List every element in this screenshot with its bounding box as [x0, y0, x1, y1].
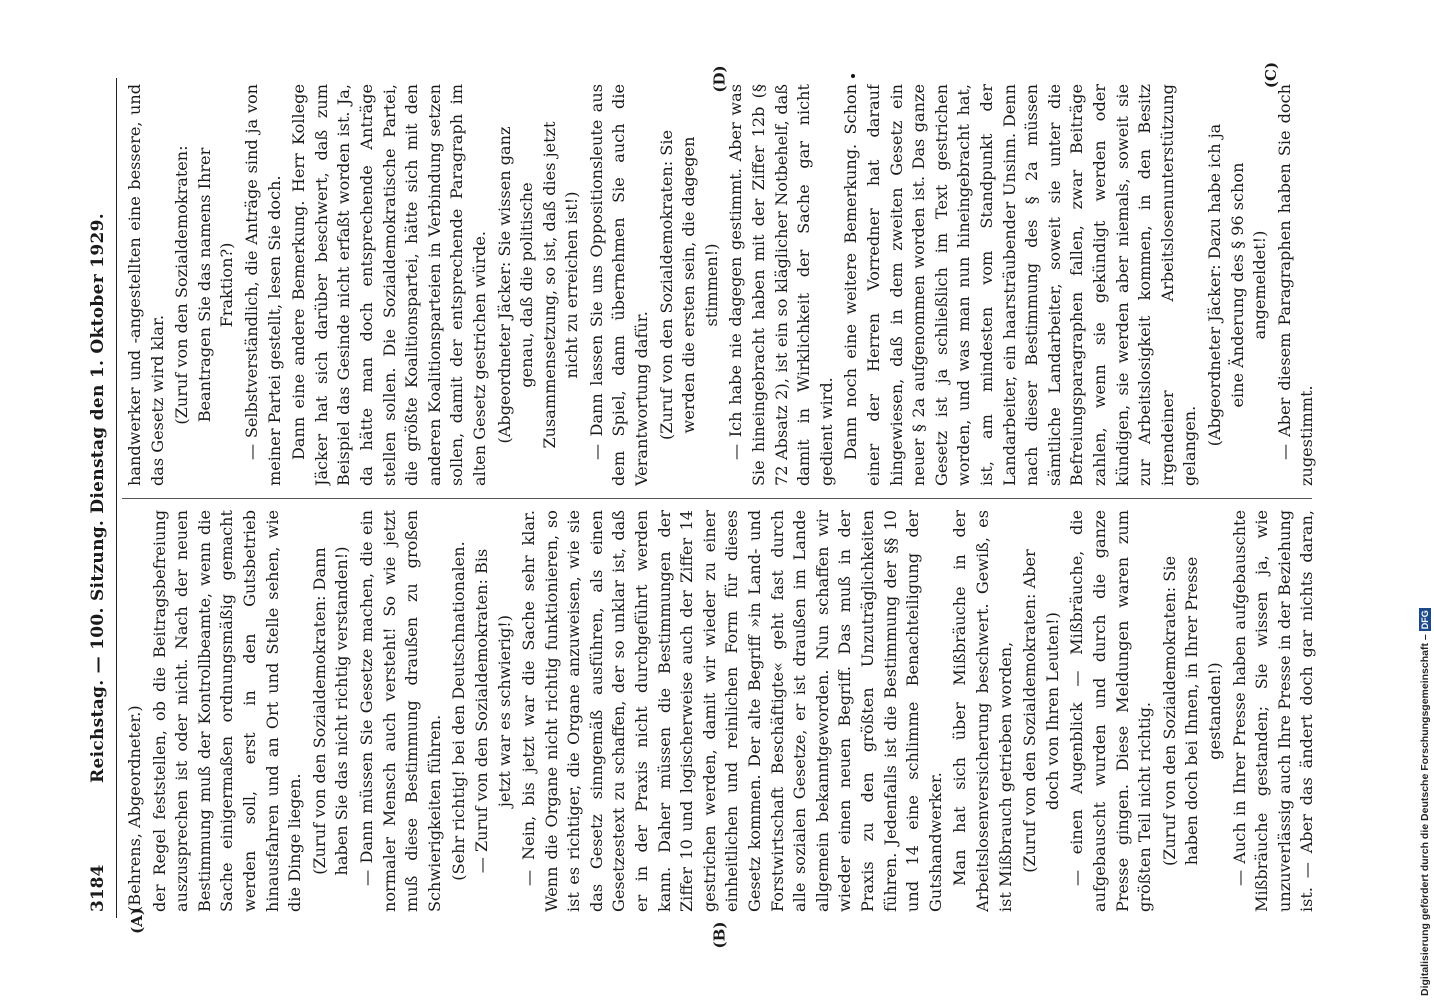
interjection-paragraph: (Abgeordneter Jäcker: Sie wissen ganz genau, daß die politische Zusammensetzung, so ist, daß dies jetzt nicht zu erreichen ist!): [494, 121, 582, 449]
page-number: 3184: [88, 864, 108, 912]
body-paragraph: — Nein, bis jetzt war die Sache sehr klar. Wenn die Organe nicht richtig funktionieren, so ist es richtiger, die Organe anzuweisen, wie sie das Gesetz sinngemäß ausführen, als einen Gesetzestext zu schaffen, der so unklar ist, daß er in der Praxis nicht durchgeführt werden kann. Daher müssen die Bestimmungen der Ziffer 10 und logischerweise auch der Ziffer 14 gestrichen werden, damit wir wieder zu einer einheitlichen und reinlichen Form für dieses Gesetz kommen. Der alte Begriff »in Land- und Forstwirtschaft Beschäftigte« geht fast durch alle sozialen Gesetze, er ist draußen im Lande allgemein bekanntgeworden. Nun schaffen wir wieder einen neuen Begriff. Das muß in der Praxis zu den größten Unzuträglichkeiten führen. Jedenfalls ist die Bestimmung der §§ 10 und 14 eine schlimme Benachteiligung der Gutshandwerker.: [519, 510, 945, 912]
interjection-paragraph: (Abgeordneter Jäcker: Dazu habe ich ja eine Änderung des § 96 schon angemeldet!): [1204, 123, 1270, 447]
body-paragraph: Dann noch eine weitere Bemerkung. Schon einer der Herren Vorredner hat darauf hingewiesen, daß in dem zweiten Gesetz ein neuer § 2a aufgenommen worden ist. Das ganze Gesetz ist ja schließlich im Text gestrichen worden, und was man nun hineingebracht hat, ist, am mindesten vom Standpunkt der Landarbeiter, ein haarsträubender Unsinn. Denn nach dieser Bestimmung des § 2a müssen sämtliche Landarbeiter, soweit sie unter die Befreiungsparagraphen fallen, zwar Beiträge zahlen, wenn sie gekündigt werden oder kündigen, sie werden aber niemals, soweit sie zur Arbeitslosigkeit kommen, in den Besitz irgendeiner Arbeitslosenunterstützung gelangen.: [841, 84, 1200, 486]
interjection-paragraph: (Zuruf von den Sozialdemokraten: Beantragen Sie das namens Ihrer Fraktion?): [172, 145, 237, 425]
interjection-paragraph: (Zuruf von den Sozialdemokraten: Sie haben doch bei Ihnen, in Ihrer Presse gestanden!): [1159, 555, 1224, 867]
margin-marker-a: (A): [127, 908, 146, 934]
running-header: [82, 78, 117, 918]
body-paragraph: — Auch in Ihrer Presse haben aufgebauschte Mißbräuche gestanden; Sie wissen ja, wie unzuverlässig auch Ihre Presse in der Beziehung ist. — Aber das ändert doch gar nichts daran,: [1229, 510, 1317, 912]
body-paragraph: Dann eine andere Bemerkung. Herr Kollege Jäcker hat sich darüber beschwert, daß zum Beispiel das Gesinde nicht erfaßt worden ist. Ja, da hätte man doch entsprechende Anträge stellen sollen. Die Sozialdemokratische Partei, die größte Koalitionspartei, hätte sich mit den anderen Koalitionsparteien in Verbindung setzen sollen, damit der entsprechende Paragraph im alten Gesetz gestrichen würde.: [289, 84, 489, 486]
body-paragraph: — Ich habe nie dagegen gestimmt. Aber was Sie hineingebracht haben mit der Ziffer 12b (§ 72 Absatz 2), ist ein so kläglicher Notbehelf, daß damit in Wirklichkeit der Sache gar nicht gedient wird.: [726, 84, 836, 486]
body-paragraph: der Regel feststellen, ob die Beitragsbefreiung auszusprechen ist oder nicht. Nach der neuen Bestimmung muß der Kontrollbeamte, wenn die Sache einigermaßen ordnungsmäßig gemacht werden soll, erst in den Gutsbetrieb hinausfahren und an Ort und Stelle sehen, wie die Dinge liegen.: [149, 510, 305, 912]
running-title: Reichstag. — 100. Sitzung. Dienstag den 1. Oktober 1929.: [88, 213, 108, 783]
interjection-paragraph: (Zuruf von den Sozialdemokraten: Aber doch von Ihren Leuten!): [1020, 549, 1062, 873]
digitization-credit: [1419, 6, 1433, 996]
body-paragraph: (Behrens, Abgeordneter.): [125, 705, 144, 912]
body-paragraph: — einen Augenblick — Mißbräuche, die aufgebauscht wurden und durch die ganze Presse gingen. Diese Meldungen waren zum größten Teil nicht richtig.: [1067, 510, 1155, 912]
dfg-logo: DFG: [1420, 610, 1430, 630]
text-column-left: [122, 510, 1317, 912]
ink-dot: [851, 74, 855, 78]
rotated-page-body: [82, 78, 1327, 918]
body-paragraph: — Dann lassen Sie uns Oppositionsleute aus dem Spiel, dann übernehmen Sie auch die Verantwortung dafür.: [586, 84, 652, 486]
text-column-right: [122, 84, 1317, 486]
body-paragraph: — Selbstverständlich, die Anträge sind ja von meiner Partei gestellt, lesen Sie doch.: [241, 84, 284, 486]
body-paragraph: — Dann müssen Sie Gesetze machen, die ein normaler Mensch auch versteht! So wie jetzt muß diese Bestimmung draußen zu großen Schwierigkeiten führen.: [356, 510, 444, 912]
interjection-paragraph: (Zuruf von den Sozialdemokraten: Sie werden die ersten sein, die dagegen stimmen!): [656, 129, 721, 441]
interjection-paragraph: (Zuruf von den Sozialdemokraten: Dann haben Sie das nicht richtig verstanden!): [309, 546, 352, 876]
margin-marker-b: (B): [710, 921, 729, 949]
body-paragraph: — Aber diesem Paragraphen haben Sie doch zugestimmt.: [1274, 84, 1317, 486]
margin-marker-d: (D): [710, 65, 729, 93]
body-paragraph: handwerker und -angestellten eine bessere, und das Gesetz wird klar.: [125, 84, 167, 486]
credit-text: Digitalisierung gefördert durch die Deutsche Forschungsgemeinschaft –: [1419, 634, 1431, 996]
column-divider: [122, 498, 1312, 499]
margin-marker-c: (C): [1262, 61, 1281, 89]
body-paragraph: Man hat sich über Mißbräuche in der Arbeitslosenversicherung beschwert. Gewiß, es ist Mißbrauch getrieben worden,: [950, 510, 1015, 912]
interjection-paragraph: (Sehr richtig! bei den Deutschnationalen. — Zuruf von den Sozialdemokraten: Bis jetzt war es schwierig!): [449, 541, 514, 881]
